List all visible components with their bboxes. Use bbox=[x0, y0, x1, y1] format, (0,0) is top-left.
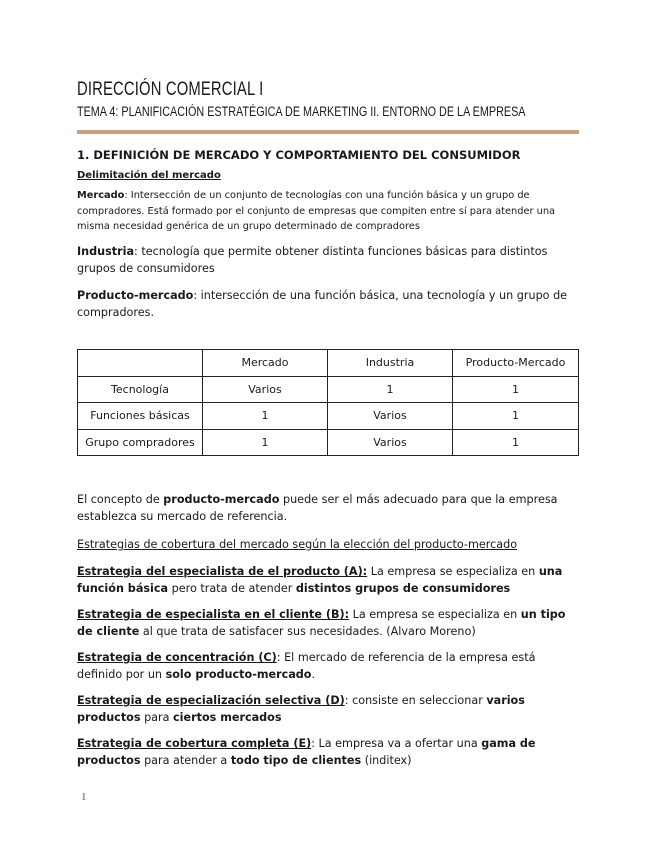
mercado-term: Mercado bbox=[77, 190, 125, 201]
strategy-b bbox=[77, 607, 579, 640]
document-title: DIRECCIÓN COMERCIAL I bbox=[77, 79, 264, 100]
mercado-definition bbox=[77, 188, 579, 235]
table-cell: 1 bbox=[328, 376, 453, 403]
strategy-c bbox=[77, 650, 579, 683]
table-row bbox=[78, 376, 579, 403]
strategy-a-text: La empresa se especializa en bbox=[367, 565, 539, 578]
strategy-e bbox=[77, 736, 579, 769]
strategy-a-bold: una función básica bbox=[77, 565, 563, 595]
table-cell: Varios bbox=[328, 403, 453, 430]
industria-text: : tecnología que permite obtener distinta funciones básicas para distintos grupos de consumidores bbox=[77, 245, 548, 275]
table-cell: Varios bbox=[328, 429, 453, 456]
comparison-table bbox=[77, 349, 579, 456]
strategy-c-bold: solo producto-mercado bbox=[165, 667, 312, 681]
strategy-c-text: . bbox=[311, 667, 316, 681]
pm-text: : intersección de una función básica, una tecnología y un grupo de compradores. bbox=[77, 289, 568, 319]
table-cell: 1 bbox=[453, 403, 579, 430]
concept-post: puede ser el más adecuado para que la empresa establezca su mercado de referencia. bbox=[77, 493, 558, 523]
strategy-d bbox=[77, 693, 579, 726]
strategy-d-title: Estrategia de especialización selectiva (D) bbox=[77, 694, 345, 707]
strategy-a-text: pero trata de atender bbox=[168, 581, 296, 595]
strategy-e-title: Estrategia de cobertura completa (E) bbox=[77, 737, 312, 750]
table-header-cell: Mercado bbox=[203, 350, 328, 377]
strategy-c-title: Estrategia de concentración (C) bbox=[77, 651, 277, 664]
concept-paragraph bbox=[77, 492, 579, 525]
strategies-heading: Estrategias de cobertura del mercado según la elección del producto-mercado bbox=[77, 538, 518, 551]
table-header-cell bbox=[78, 350, 203, 377]
table-cell: 1 bbox=[453, 376, 579, 403]
strategy-b-text: La empresa se especializa en bbox=[349, 608, 521, 621]
strategy-a bbox=[77, 564, 579, 597]
page-number: 1 bbox=[81, 791, 87, 803]
mercado-text: : Intersección de un conjunto de tecnologías con una función básica y un grupo de compradores. Está formado por el conjunto de empresas que compiten entre sí para atender una misma necesidad genérica de un grupo determinado de compradores bbox=[77, 190, 556, 232]
strategy-e-text: : La empresa va a ofertar una bbox=[311, 737, 482, 750]
strategy-b-text: al que trata de satisfacer sus necesidades. (Alvaro Moreno) bbox=[139, 624, 476, 638]
strategy-e-text: (inditex) bbox=[361, 753, 412, 767]
table-row bbox=[78, 429, 579, 456]
table-header-row bbox=[78, 350, 579, 377]
table-cell: 1 bbox=[453, 429, 579, 456]
section-heading: 1. DEFINICIÓN DE MERCADO Y COMPORTAMIENTO DEL CONSUMIDOR bbox=[77, 148, 521, 162]
subsection-heading: Delimitación del mercado bbox=[77, 170, 221, 181]
strategy-d-text: para bbox=[140, 710, 174, 724]
producto-mercado-definition bbox=[77, 288, 579, 321]
strategy-c-text: : El mercado de referencia de la empresa está definido por un bbox=[77, 651, 536, 681]
strategy-a-bold: distintos grupos de consumidores bbox=[295, 581, 511, 595]
table-cell: Grupo compradores bbox=[78, 429, 203, 456]
strategy-a-title: Estrategia del especialista de el producto (A): bbox=[77, 565, 368, 578]
table-header-cell: Industria bbox=[328, 350, 453, 377]
table-cell: Varios bbox=[203, 376, 328, 403]
table-cell: Tecnología bbox=[78, 376, 203, 403]
strategy-d-text: : consiste en seleccionar bbox=[344, 694, 487, 707]
strategy-e-bold: gama de productos bbox=[77, 737, 536, 767]
table-row bbox=[78, 403, 579, 430]
pm-term: Producto-mercado bbox=[77, 289, 194, 302]
strategy-e-text: para atender a bbox=[140, 753, 231, 767]
strategy-d-bold: varios productos bbox=[77, 694, 525, 724]
strategy-b-title: Estrategia de especialista en el cliente (B): bbox=[77, 608, 350, 621]
industria-definition bbox=[77, 244, 579, 277]
table-header-cell: Producto-Mercado bbox=[453, 350, 579, 377]
industria-term: Industria bbox=[77, 245, 135, 258]
concept-bold: producto-mercado bbox=[163, 493, 280, 506]
strategy-e-bold: todo tipo de clientes bbox=[230, 753, 362, 767]
concept-pre: El concepto de bbox=[77, 493, 164, 506]
document-subtitle: TEMA 4: PLANIFICACIÓN ESTRATÉGICA DE MARKETING II. ENTORNO DE LA EMPRESA bbox=[77, 104, 526, 119]
strategy-d-bold: ciertos mercados bbox=[173, 710, 282, 724]
table-cell: 1 bbox=[203, 429, 328, 456]
strategy-b-bold: un tipo de cliente bbox=[77, 608, 566, 638]
table-cell: Funciones básicas bbox=[78, 403, 203, 430]
table-cell: 1 bbox=[203, 403, 328, 430]
header-rule bbox=[77, 130, 579, 134]
